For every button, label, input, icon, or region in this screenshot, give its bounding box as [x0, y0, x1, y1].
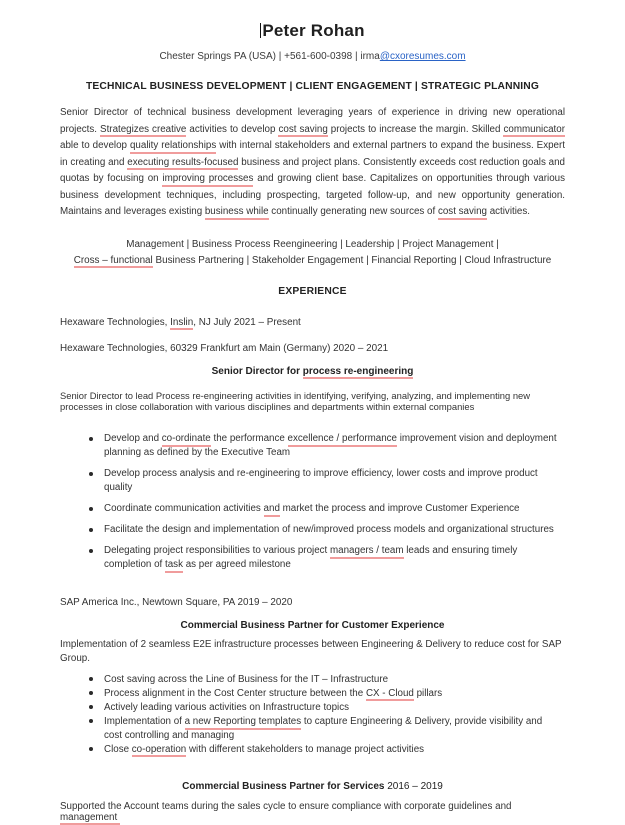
spellcheck-underline: management	[60, 812, 120, 825]
spellcheck-underline: co-operation	[132, 744, 186, 758]
job3-intro	[60, 801, 565, 823]
text-run: Close	[104, 743, 132, 755]
text-run: Delegating project responsibilities to various project	[104, 545, 330, 557]
summary-paragraph	[60, 105, 565, 221]
bullet-item	[104, 673, 565, 686]
skills-line-1: Management | Business Process Reengineering | Leadership | Project Management |	[126, 238, 499, 250]
text-run: pillars	[413, 687, 443, 699]
text-run: with internal stakeholders and external partners to expand the business. Expert in creating and	[60, 140, 565, 168]
job1-title	[60, 366, 565, 377]
text-run: Hexaware Technologies,	[60, 316, 171, 328]
bullet-item	[104, 523, 565, 537]
job2-intro: Implementation of 2 seamless E2E infrastructure processes between Engineering & Delivery to reduce cost for SAP Group.	[60, 639, 562, 664]
spellcheck-underline: excellence / performance	[288, 433, 397, 447]
job2-title: Commercial Business Partner for Customer Experience	[180, 620, 445, 632]
spellcheck-underline: Inslin	[170, 317, 193, 331]
text-run: improvement vision and deployment planning as defined by the Executive Team	[104, 433, 557, 459]
text-run: Implementation of	[104, 716, 185, 728]
contact-line	[60, 51, 565, 62]
text-run: able to develop	[60, 140, 130, 151]
text-run: Cost saving across the Line of Business for the IT – Infrastructure	[104, 673, 389, 685]
text-run: Supported the Account teams during the sales cycle to ensure compliance with corporate guidelines and	[60, 800, 512, 812]
text-run: Facilitate the design and implementation of new/improved process models and organizational structures	[104, 524, 554, 536]
job1-company-line-1	[60, 317, 565, 328]
text-run: business and project plans. Consistently exceeds cost reduction goals and quotas by focusing on	[60, 156, 566, 184]
job2-company-line: SAP America Inc., Newtown Square, PA 2019 – 2020	[60, 597, 293, 609]
bullet-item	[104, 432, 565, 460]
text-run: projects to increase the margin. Skilled	[327, 123, 504, 135]
job1-company-line-2: Hexaware Technologies, 60329 Frankfurt am Main (Germany) 2020 – 2021	[60, 342, 389, 354]
text-run: as per agreed milestone	[182, 559, 291, 571]
spellcheck-underline: and	[264, 503, 280, 517]
bullet-item	[104, 687, 565, 700]
spellcheck-underline: co-ordinate	[162, 433, 211, 447]
bullet-item	[104, 544, 565, 572]
text-run: with different stakeholders to manage project activities	[186, 743, 425, 755]
headline: TECHNICAL BUSINESS DEVELOPMENT | CLIENT ENGAGEMENT | STRATEGIC PLANNING	[85, 81, 540, 92]
text-run: , NJ July 2021 – Present	[193, 316, 301, 328]
spellcheck-underline: task	[165, 559, 183, 573]
experience-heading: EXPERIENCE	[278, 285, 347, 297]
bullet-item	[104, 743, 565, 756]
spellcheck-underline: a new Reporting templates	[185, 716, 302, 730]
bullet-item	[104, 467, 565, 495]
text-run: activities.	[486, 206, 530, 217]
text-run: activities to develop	[186, 123, 279, 135]
text-run: Business Partnering | Stakeholder Engagement | Financial Reporting | Cloud Infrastructure	[152, 254, 552, 266]
bullet-item	[104, 701, 565, 714]
spellcheck-underline: cost saving	[438, 206, 487, 220]
spellcheck-underline: Cross – functional	[74, 255, 153, 269]
bullet-item	[104, 502, 565, 516]
text-run: Process alignment in the Cost Center structure between the	[104, 687, 366, 699]
spellcheck-underline: cost saving	[278, 124, 327, 138]
email-link[interactable]: @cxoresumes.com	[379, 51, 466, 62]
job1-intro: Senior Director to lead Process re-engineering activities in identifying, verifying, analyzing, and implementing new processes in close collaboration with various disciplines and departments within external companies	[60, 389, 531, 413]
bullet-item	[104, 715, 565, 741]
text-run: Actively leading various activities on Infrastructure topics	[104, 702, 350, 714]
text-run: leads and ensuring timely completion of	[104, 545, 518, 571]
text-run: Senior Director of technical business development leveraging years of experience in driving new operational projects.	[60, 107, 565, 135]
job1-bullet-list	[60, 432, 565, 572]
text-run: Chester Springs PA (USA) | +561-600-0398 | irma	[159, 51, 380, 62]
spellcheck-underline: communicator	[503, 124, 565, 138]
spellcheck-underline: business while	[205, 206, 269, 220]
spellcheck-underline: quality relationships	[130, 140, 216, 154]
text-run: Coordinate communication activities	[104, 503, 264, 515]
page-title	[60, 21, 565, 41]
spellcheck-underline: executing results-focused	[127, 157, 238, 171]
job2-bullet-list	[60, 673, 565, 756]
text-run: Develop and	[104, 433, 162, 445]
text-run: 2016 – 2019	[384, 780, 443, 792]
text-run: and growing client base. Capitalizes on opportunities through various business development techniques, including prospecting, targeted follow-up, and new opportunity generation. Maintains and leverages existing	[60, 173, 565, 217]
resume-document	[0, 21, 625, 823]
text-run: market the process and improve Customer Experience	[279, 503, 520, 515]
text-run: continually generating new sources of	[268, 206, 438, 217]
bold-text: Commercial Business Partner for Services	[182, 780, 385, 792]
text-run: Senior Director for	[211, 365, 303, 377]
spellcheck-underline: CX - Cloud	[366, 688, 414, 702]
skills-block	[60, 237, 565, 269]
spellcheck-underline: process re-engineering	[303, 366, 414, 380]
spellcheck-underline: managers / team	[330, 545, 404, 559]
spellcheck-underline: Strategizes creative	[100, 124, 186, 138]
spellcheck-underline: improving processes	[162, 173, 253, 187]
candidate-name: Peter Rohan	[262, 21, 365, 40]
text-run: to capture Engineering & Delivery, provide visibility and cost controlling and managing	[104, 716, 543, 741]
text-run: Develop process analysis and re-engineering to improve efficiency, lower costs and improve product quality	[104, 468, 538, 494]
skills-line-2	[60, 253, 565, 269]
text-run: the performance	[210, 433, 288, 445]
